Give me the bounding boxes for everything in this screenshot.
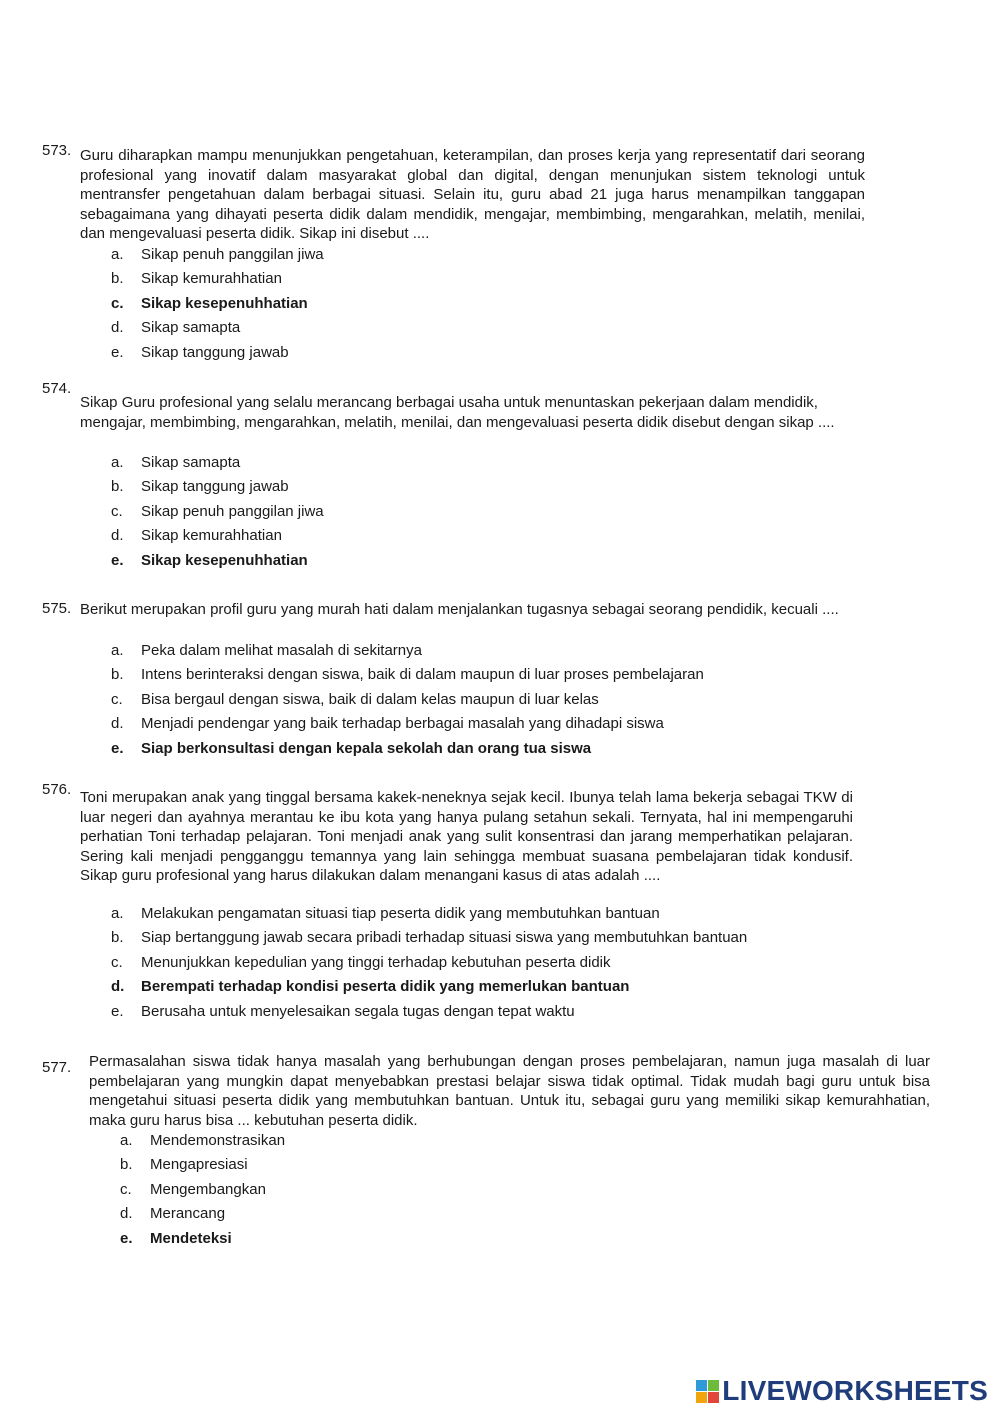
question-number: 574.: [42, 380, 72, 397]
option-a[interactable]: [111, 453, 324, 477]
option-letter: b.: [111, 666, 124, 684]
option-c[interactable]: [111, 502, 324, 526]
option-text: Sikap kesepenuhhatian: [141, 551, 308, 569]
option-letter: c.: [111, 953, 123, 971]
question-number: 576.: [42, 781, 72, 798]
option-list: [111, 453, 324, 575]
option-d-answer[interactable]: [111, 977, 747, 1001]
option-letter: e.: [120, 1229, 133, 1247]
option-text: Sikap samapta: [141, 319, 241, 337]
option-c[interactable]: [120, 1180, 285, 1204]
option-letter: e.: [111, 1002, 124, 1020]
liveworksheets-logo-icon: [696, 1380, 719, 1403]
option-text: Peka dalam melihat masalah di sekitarnya: [141, 642, 422, 659]
option-list: [111, 245, 324, 367]
option-text: Sikap kemurahhatian: [141, 270, 282, 288]
option-text: Berusaha untuk menyelesaikan segala tugas dengan tepat waktu: [141, 1002, 575, 1020]
option-text: Sikap samapta: [141, 454, 241, 471]
option-letter: d.: [111, 319, 124, 337]
option-a[interactable]: [111, 641, 704, 665]
option-text: Sikap tanggung jawab: [141, 343, 289, 361]
option-letter: e.: [111, 343, 124, 361]
option-b[interactable]: [111, 928, 747, 952]
option-a[interactable]: [120, 1131, 285, 1155]
option-b[interactable]: [111, 477, 324, 501]
option-letter: d.: [111, 527, 124, 545]
question-number: 575.: [42, 600, 72, 617]
option-text: Menjadi pendengar yang baik terhadap berbagai masalah yang dihadapi siswa: [141, 715, 664, 733]
option-text: Sikap kemurahhatian: [141, 527, 282, 545]
option-a[interactable]: [111, 904, 747, 928]
option-b[interactable]: [111, 269, 324, 293]
logo-tile-i: [708, 1380, 719, 1391]
option-letter: a.: [111, 454, 124, 471]
option-e[interactable]: [111, 343, 324, 367]
option-letter: c.: [111, 502, 123, 520]
option-c-answer[interactable]: [111, 294, 324, 318]
option-letter: a.: [111, 642, 124, 659]
option-letter: e.: [111, 551, 124, 569]
option-text: Merancang: [150, 1205, 226, 1223]
option-e-answer[interactable]: [111, 739, 704, 763]
option-letter: d.: [120, 1205, 133, 1223]
option-text: Siap bertanggung jawab secara pribadi terhadap situasi siswa yang membutuhkan bantuan: [141, 929, 748, 947]
option-letter: e.: [111, 739, 124, 757]
option-d[interactable]: [120, 1204, 285, 1228]
option-text: Melakukan pengamatan situasi tiap peserta didik yang membutuhkan bantuan: [141, 905, 660, 922]
option-letter: a.: [120, 1132, 133, 1149]
option-e-answer[interactable]: [120, 1229, 285, 1253]
option-d[interactable]: [111, 526, 324, 550]
logo-tile-v: [696, 1392, 707, 1403]
option-e[interactable]: [111, 1002, 747, 1026]
logo-text: LIVEWORKSHEETS: [722, 1375, 988, 1406]
option-text: Mendeteksi: [150, 1229, 232, 1247]
option-text: Intens berinteraksi dengan siswa, baik di dalam maupun di luar proses pembelajaran: [141, 666, 704, 684]
option-text: Mengapresiasi: [150, 1156, 248, 1174]
question-number: 573.: [42, 142, 72, 159]
option-letter: b.: [111, 270, 124, 288]
option-letter: b.: [111, 929, 124, 947]
option-letter: d.: [111, 978, 125, 996]
option-letter: b.: [120, 1156, 133, 1174]
option-text: Sikap penuh panggilan jiwa: [141, 246, 324, 263]
option-text: Sikap tanggung jawab: [141, 478, 289, 496]
option-text: Berempati terhadap kondisi peserta didik yang memerlukan bantuan: [141, 978, 630, 996]
liveworksheets-logo[interactable]: [696, 1376, 988, 1406]
question-stem: Berikut merupakan profil guru yang murah hati dalam menjalankan tugasnya sebagai seorang pendidik, kecuali ....: [80, 601, 839, 618]
option-list: [111, 904, 747, 1026]
option-text: Bisa bergaul dengan siswa, baik di dalam kelas maupun di luar kelas: [141, 690, 599, 708]
option-e-answer[interactable]: [111, 551, 324, 575]
question-stem: Sikap Guru profesional yang selalu merancang berbagai usaha untuk menuntaskan pekerjaan dalam mendidik, mengajar, membimbing, mengarahkan, melatih, menilai, dan mengevaluasi peserta didik disebut dengan sikap ....: [80, 394, 835, 431]
option-b[interactable]: [120, 1155, 285, 1179]
option-letter: c.: [111, 690, 123, 708]
option-text: Mengembangkan: [150, 1180, 266, 1198]
option-letter: d.: [111, 715, 124, 733]
option-d[interactable]: [111, 714, 704, 738]
option-c[interactable]: [111, 953, 747, 977]
option-text: Siap berkonsultasi dengan kepala sekolah dan orang tua siswa: [141, 739, 592, 757]
option-a[interactable]: [111, 245, 324, 269]
option-list: [120, 1131, 285, 1253]
option-letter: b.: [111, 478, 124, 496]
question-stem: Toni merupakan anak yang tinggal bersama kakek-neneknya sejak kecil. Ibunya telah lama bekerja sebagai TKW di luar negeri dan ayahnya merantau ke ibu kota yang hanya pulang setahun sekali. Ternyata, hal ini mempengaruhi perhatian Toni terhadap pelajaran. Toni menjadi anak yang sulit konsentrasi dan jarang memperhatikan pelajaran. Sering kali menjadi pengganggu temannya yang lain sehingga membuat suasana pembelajaran tidak kondusif. Sikap guru profesional yang harus dilakukan dalam menangani kasus di atas adalah ....: [80, 789, 853, 884]
question-stem: Permasalahan siswa tidak hanya masalah yang berhubungan dengan proses pembelajaran, namun juga masalah di luar pembelajaran yang mungkin dapat menyebabkan prestasi belajar siswa tidak optimal. Tidak mudah bagi guru untuk bisa mengetahui situasi peserta didik yang membutuhkan bantuan. Untuk itu, sebagai guru yang memiliki sikap kemurahhatian, maka guru harus bisa ... kebutuhan peserta didik.: [89, 1053, 930, 1129]
option-letter: a.: [111, 246, 124, 263]
option-d[interactable]: [111, 318, 324, 342]
option-c[interactable]: [111, 690, 704, 714]
option-letter: c.: [111, 294, 124, 312]
option-text: Sikap kesepenuhhatian: [141, 294, 308, 312]
option-list: [111, 641, 704, 763]
question-number: 577.: [42, 1059, 72, 1076]
option-letter: c.: [120, 1180, 132, 1198]
logo-tile-l: [696, 1380, 707, 1391]
option-letter: a.: [111, 905, 124, 922]
option-text: Menunjukkan kepedulian yang tinggi terhadap kebutuhan peserta didik: [141, 953, 611, 971]
option-text: Mendemonstrasikan: [150, 1132, 286, 1149]
question-stem: Guru diharapkan mampu menunjukkan pengetahuan, keterampilan, dan proses kerja yang representatif dari seorang profesional yang inovatif dalam masyarakat global dan digital, dengan menunjukan sistem teknologi untuk mentransfer pengetahuan dalam berbagai situasi. Selain itu, guru abad 21 juga harus menampilkan tanggapan sebagaimana yang dihayati peserta didik dalam mendidik, mengajar, membimbing, mengarahkan, melatih, menilai, dan mengevaluasi peserta didik. Sikap ini disebut ....: [80, 147, 865, 242]
option-b[interactable]: [111, 665, 704, 689]
option-text: Sikap penuh panggilan jiwa: [141, 502, 324, 520]
logo-tile-e: [708, 1392, 719, 1403]
